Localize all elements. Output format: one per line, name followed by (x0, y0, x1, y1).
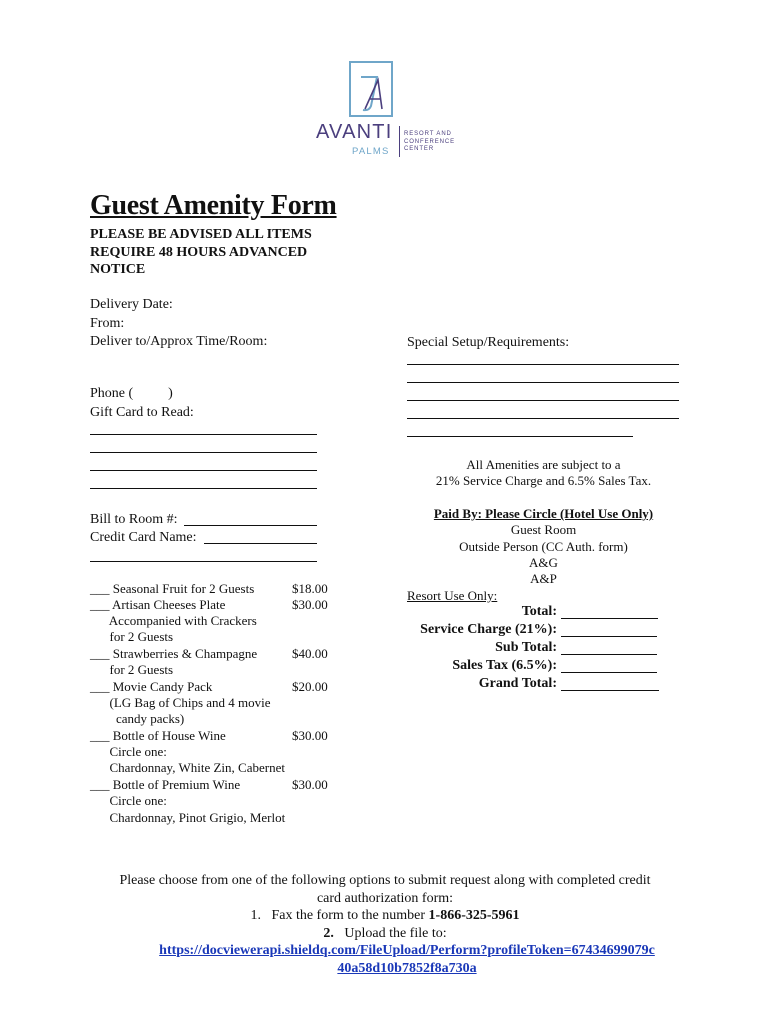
menu-item-detail: (LG Bag of Chips and 4 movie (90, 695, 271, 710)
deliver-to-label: Deliver to/Approx Time/Room: (90, 334, 268, 349)
total-label: Total: (521, 604, 557, 619)
menu-item-detail: Chardonnay, Pinot Grigio, Merlot (90, 810, 286, 825)
special-setup-line-1[interactable] (407, 364, 679, 365)
logo-tagline: RESORT AND CONFERENCE CENTER (404, 131, 456, 152)
gift-card-line-4[interactable] (90, 488, 317, 489)
service-charge-label: Service Charge (21%): (420, 622, 557, 637)
sub-total-label: Sub Total: (495, 640, 557, 655)
paid-by-heading: Paid By: Please Circle (Hotel Use Only) (433, 506, 654, 521)
grand-total-field[interactable] (561, 690, 659, 691)
sub-total-field[interactable] (561, 654, 657, 655)
menu-item-price: $30.00 (292, 728, 328, 743)
logo-mark (349, 61, 393, 117)
menu-item-price: $30.00 (292, 777, 328, 792)
menu-item[interactable]: ___ Bottle of Premium Wine (90, 777, 241, 792)
from-label: From: (90, 316, 125, 331)
menu-item-price: $20.00 (292, 679, 328, 694)
form-title: Guest Amenity Form (90, 190, 337, 221)
logo-divider (399, 126, 400, 157)
menu-item[interactable]: ___ Strawberries & Champagne (90, 646, 258, 661)
menu-item-price: $40.00 (292, 646, 328, 661)
paid-by-option[interactable]: A&P (530, 571, 557, 587)
delivery-date-label: Delivery Date: (90, 297, 173, 312)
menu-item[interactable]: ___ Artisan Cheeses Plate (90, 597, 226, 612)
menu-item-detail: Circle one: (90, 793, 167, 808)
menu-item-detail: Chardonnay, White Zin, Cabernet (90, 760, 285, 775)
sales-tax-label: Sales Tax (6.5%): (452, 658, 557, 673)
credit-card-name-field[interactable] (204, 543, 317, 544)
menu-item-price: $30.00 (292, 597, 328, 612)
gift-card-line-1[interactable] (90, 434, 317, 435)
menu-item-detail: Accompanied with Crackers (90, 613, 257, 628)
paid-by-section (406, 506, 681, 587)
gift-card-line-2[interactable] (90, 452, 317, 453)
menu-item-price: $18.00 (292, 581, 328, 596)
instructions-intro: Please choose from one of the following options to submit request along with completed credit (119, 873, 651, 888)
gift-card-line-3[interactable] (90, 470, 317, 471)
paid-by-option[interactable]: Guest Room (510, 522, 577, 538)
bill-to-room-field[interactable] (184, 525, 317, 526)
menu-item-detail: candy packs) (90, 711, 185, 726)
resort-use-label: Resort Use Only: (407, 588, 498, 603)
bill-to-room-label: Bill to Room #: (90, 512, 178, 527)
advisory-notice: PLEASE BE ADVISED ALL ITEMS REQUIRE 48 HOURS ADVANCED NOTICE (90, 227, 312, 277)
sales-tax-field[interactable] (561, 672, 657, 673)
total-field[interactable] (561, 618, 658, 619)
upload-link[interactable]: https://docviewerapi.shieldq.com/FileUpload/Perform?profileToken=67434699079c 40a58d10b7852f8a730a (159, 943, 655, 976)
instructions (0, 872, 770, 977)
credit-card-name-line-2[interactable] (90, 561, 317, 562)
gift-card-label: Gift Card to Read: (90, 405, 194, 420)
option-upload: 2. Upload the file to: (323, 925, 447, 941)
special-setup-label: Special Setup/Requirements: (407, 335, 570, 350)
instructions-intro-cont: card authorization form: (316, 890, 454, 906)
grand-total-label: Grand Total: (478, 676, 557, 691)
option-fax: 1. Fax the form to the number 1-866-325-5961 (250, 908, 520, 923)
menu-item-detail: for 2 Guests (90, 629, 174, 644)
logo-subname: PALMS (352, 146, 390, 157)
service-charge-field[interactable] (561, 636, 657, 637)
menu-item[interactable]: ___ Seasonal Fruit for 2 Guests (90, 581, 255, 596)
credit-card-name-label: Credit Card Name: (90, 530, 197, 545)
menu-item[interactable]: ___ Movie Candy Pack (90, 679, 213, 694)
phone-label: Phone ( ) (90, 386, 173, 401)
paid-by-option[interactable]: Outside Person (CC Auth. form) (459, 538, 628, 554)
fax-number: 1-866-325-5961 (428, 908, 520, 923)
paid-by-option[interactable]: A&G (529, 554, 558, 570)
special-setup-line-2[interactable] (407, 382, 679, 383)
special-setup-line-3[interactable] (407, 400, 679, 401)
tax-note: All Amenities are subject to a 21% Service Charge and 6.5% Sales Tax. (435, 457, 652, 489)
special-setup-line-5[interactable] (407, 436, 633, 437)
logo-monogram-icon (351, 63, 391, 115)
menu-item-detail: Circle one: (90, 744, 167, 759)
special-setup-line-4[interactable] (407, 418, 679, 419)
menu-item[interactable]: ___ Bottle of House Wine (90, 728, 226, 743)
menu-item-detail: for 2 Guests (90, 662, 174, 677)
logo-name: AVANTI (316, 121, 393, 143)
